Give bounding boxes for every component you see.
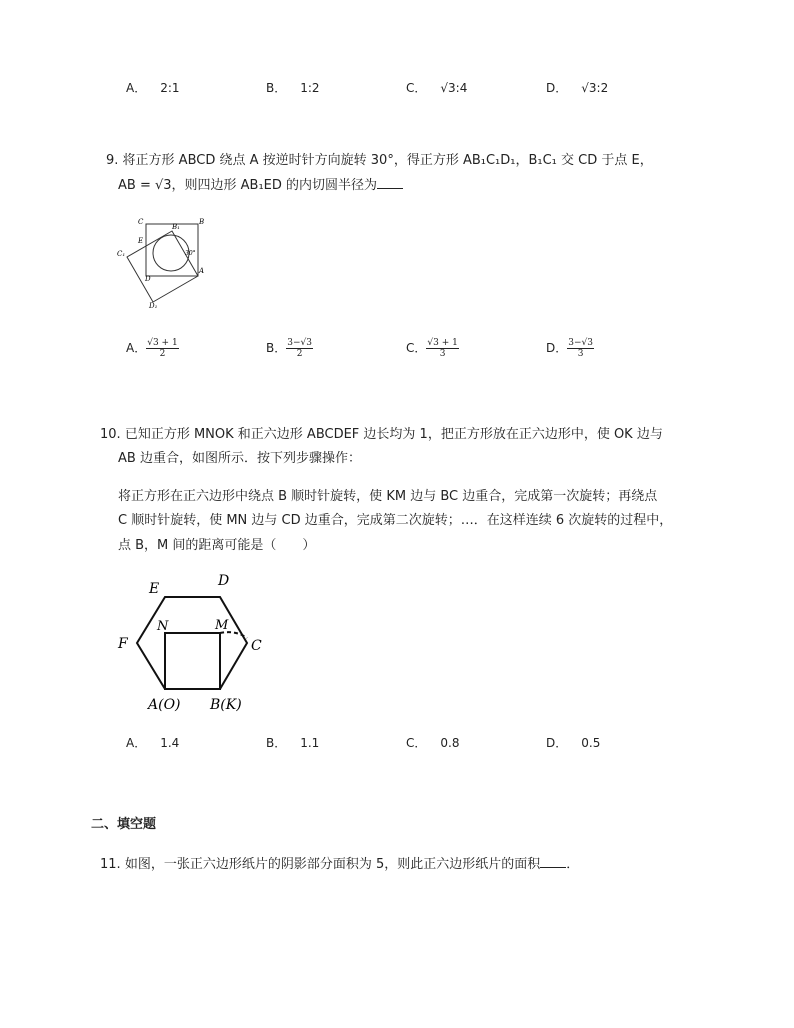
q8-option-d[interactable]: D． √3:2 <box>546 81 609 95</box>
fraction: $\frac{√3 + 1}{2}$ <box>147 338 178 359</box>
q9-line1: 9. 将正方形 ABCD 绕点 A 按逆时针方向旋转 30°，得正方形 AB₁C₁D₁，B₁C₁ 交 CD 于点 E， <box>106 153 653 168</box>
q10-line5: 点 B，M 间的距离可能是（ ） <box>118 538 316 553</box>
label-e: E <box>149 581 160 597</box>
q10-option-c[interactable]: C． 0.8 <box>406 736 460 750</box>
fraction: $\frac{3-√3}{2}$ <box>287 338 312 359</box>
section-title: 二、填空题 <box>91 817 157 832</box>
q10-option-a[interactable]: A． 1.4 <box>126 736 180 750</box>
q10-figure <box>112 568 272 718</box>
answer-blank[interactable] <box>377 174 403 189</box>
q10-line2: AB 边重合，如图所示．按下列步骤操作： <box>118 451 361 466</box>
label-n: N <box>157 619 169 634</box>
q10-option-b[interactable]: B． 1.1 <box>266 736 320 750</box>
label-m: M <box>215 618 229 633</box>
fraction: $\frac{3-√3}{3}$ <box>568 338 593 359</box>
hexagon-abcdef <box>137 597 247 689</box>
answer-blank[interactable] <box>540 853 566 868</box>
label-e: E <box>138 237 144 245</box>
q11-line: 11. 如图，一张正六边形纸片的阴影部分面积为 5，则此正六边形纸片的面积 ． <box>100 852 579 877</box>
q9-option-a[interactable]: A． $\frac{√3 + 1}{2}$ <box>126 338 178 359</box>
q10-line1: 10. 已知正方形 MNOK 和正六边形 ABCDEF 边长均为 1，把正方形放在正六边形中，使 OK 边与 <box>100 427 663 442</box>
label-a-o: A(O) <box>148 697 181 713</box>
q9-line2: AB = √3，则四边形 AB₁ED 的内切圆半径为 <box>118 173 403 198</box>
label-d: D <box>145 275 151 283</box>
label-angle: 30° <box>185 250 196 257</box>
q10-line4: C 顺时针旋转，使 MN 边与 CD 边重合，完成第二次旋转；…．在这样连续 6 次旋转的过程中， <box>118 513 673 528</box>
label-b1: B₁ <box>172 223 180 231</box>
label-c: C <box>251 638 262 654</box>
square-mnok <box>165 633 220 689</box>
q8-option-c[interactable]: C． √3:4 <box>406 81 468 95</box>
q8-option-b[interactable]: B． 1:2 <box>266 81 320 95</box>
fraction: $\frac{√3 + 1}{3}$ <box>427 338 458 359</box>
q9-option-b[interactable]: B． $\frac{3-√3}{2}$ <box>266 338 312 359</box>
label-b: B <box>199 218 205 226</box>
q9-option-d[interactable]: D． $\frac{3-√3}{3}$ <box>546 338 593 359</box>
label-f: F <box>118 636 128 652</box>
q10-line3: 将正方形在正六边形中绕点 B 顺时针旋转，使 KM 边与 BC 边重合，完成第一次旋转；再绕点 <box>118 489 658 504</box>
q9-figure <box>112 212 212 312</box>
label-b-k: B(K) <box>210 697 242 713</box>
label-a: A <box>199 267 205 275</box>
label-d1: D₁ <box>149 302 158 310</box>
label-c: C <box>138 218 144 226</box>
incircle <box>153 235 189 271</box>
label-c1: C₁ <box>117 250 126 258</box>
label-d: D <box>218 573 230 589</box>
q9-option-c[interactable]: C． $\frac{√3 + 1}{3}$ <box>406 338 458 359</box>
q8-option-a[interactable]: A． 2:1 <box>126 81 180 95</box>
q10-option-d[interactable]: D． 0.5 <box>546 736 601 750</box>
